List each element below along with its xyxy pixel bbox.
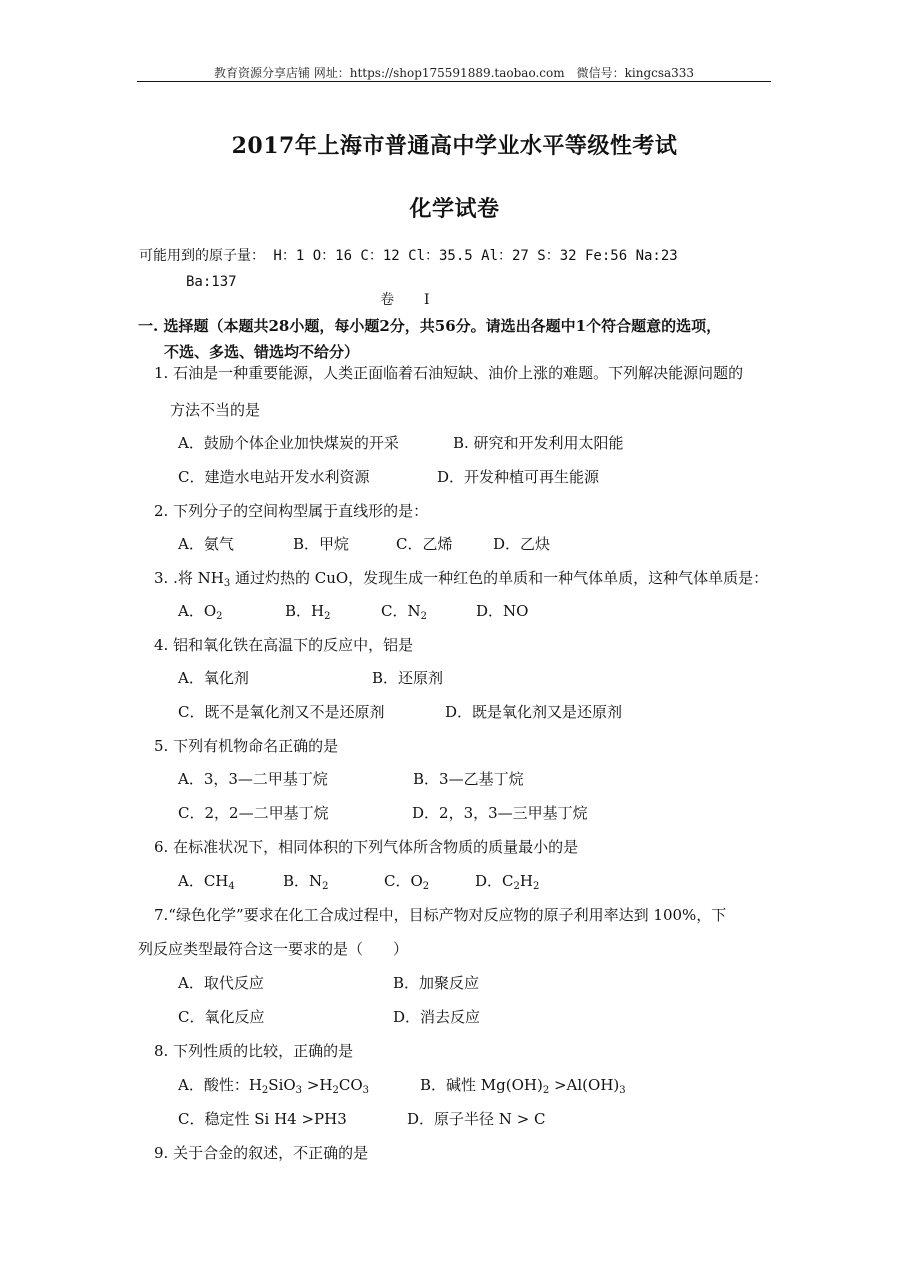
question-3-option-a: A．$O_2$ xyxy=(178,602,223,622)
question-8-stem: 8. 下列性质的比较，正确的是 xyxy=(154,1042,354,1060)
question-8-option-d: D．原子半径 N > C xyxy=(407,1110,546,1128)
question-8-option-a: A．酸性：$H_2SiO_3 >H_2CO_3$ xyxy=(178,1076,369,1096)
question-8-option-b: B．碱性 $Mg(OH)_2 >Al(OH)_3$ xyxy=(420,1076,626,1096)
exam-subtitle: 化学试卷 xyxy=(409,196,500,222)
header-rule xyxy=(137,81,771,82)
question-6-option-c: C．$O_2$ xyxy=(384,872,430,892)
question-6-option-a: A．$CH_4$ xyxy=(178,872,235,892)
question-1-option-d: D．开发种植可再生能源 xyxy=(437,468,600,486)
question-2-option-a: A．氨气 xyxy=(178,535,234,553)
question-2-option-c: C．乙烯 xyxy=(396,535,453,553)
question-6-option-b: B．$N_2$ xyxy=(283,872,329,892)
exam-title: 2017年上海市普通高中学业水平等级性考试 xyxy=(231,133,678,159)
question-2-stem: 2. 下列分子的空间构型属于直线形的是： xyxy=(154,502,429,520)
question-3-option-d: D．NO xyxy=(476,602,529,620)
question-4-option-a: A．氧化剂 xyxy=(178,669,249,687)
section-heading-line2: 不选、多选、错选均不给分） xyxy=(164,343,360,361)
question-7-stem-cont: 列反应类型最符合这一要求的是（ ） xyxy=(138,940,409,958)
question-1-stem-cont: 方法不当的是 xyxy=(170,401,261,419)
question-1-option-c: C．建造水电站开发水利资源 xyxy=(178,468,370,486)
question-5-stem: 5. 下列有机物命名正确的是 xyxy=(154,737,339,755)
question-2-option-b: B．甲烷 xyxy=(293,535,350,553)
page-header: 教育资源分享店铺 网址：https://shop175591889.taobao.com 微信号：kingcsa333 xyxy=(213,66,695,80)
question-4-option-d: D．既是氧化剂又是还原剂 xyxy=(445,703,623,721)
question-5-option-c: C．2，2—二甲基丁烷 xyxy=(178,804,329,822)
question-3-stem: 3. .将 $NH_3$ 通过灼热的 CuO，发现生成一种红色的单质和一种气体单质，这种气体单质是： xyxy=(154,569,769,589)
question-5-option-a: A．3，3—二甲基丁烷 xyxy=(178,770,328,788)
volume-label: 卷 xyxy=(380,292,394,308)
section-heading-line1: 一. 选择题（本题共28小题，每小题2分，共56分。请选出各题中1个符合题意的选项， xyxy=(138,317,722,335)
question-7-option-a: A．取代反应 xyxy=(178,974,264,992)
question-1-stem: 1. 石油是一种重要能源，人类正面临着石油短缺、油价上涨的难题。下列解决能源问题的 xyxy=(154,364,744,382)
question-1-option-b: B. 研究和开发利用太阳能 xyxy=(453,434,624,452)
question-1-option-a: A．鼓励个体企业加快煤炭的开采 xyxy=(178,434,399,452)
question-7-option-b: B．加聚反应 xyxy=(393,974,480,992)
question-8-option-c: C．稳定性 Si H4 >PH3 xyxy=(178,1110,347,1128)
question-2-option-d: D．乙炔 xyxy=(493,535,551,553)
question-6-option-d: D．$C_2H_2$ xyxy=(475,872,540,892)
question-3-option-c: C．$N_2$ xyxy=(381,602,427,622)
atomic-masses xyxy=(139,243,789,295)
volume-numeral: Ⅰ xyxy=(424,292,430,308)
question-4-option-b: B．还原剂 xyxy=(372,669,444,687)
question-5-option-d: D．2，3，3—三甲基丁烷 xyxy=(412,804,588,822)
question-4-option-c: C．既不是氧化剂又不是还原剂 xyxy=(178,703,385,721)
question-5-option-b: B．3—乙基丁烷 xyxy=(413,770,524,788)
question-7-option-d: D．消去反应 xyxy=(393,1008,481,1026)
question-7-stem: 7.“绿色化学”要求在化工合成过程中，目标产物对反应物的原子利用率达到 100%，下 xyxy=(154,906,727,924)
atomic-masses-line1: 可能用到的原子量： H：1 O：16 C：12 Cl：35.5 Al：27 S：32 Fe:56 Na:23 xyxy=(139,248,678,264)
volume-heading xyxy=(380,289,430,309)
question-9-stem: 9. 关于合金的叙述，不正确的是 xyxy=(154,1144,369,1162)
atomic-masses-line2: Ba:137 xyxy=(186,274,237,290)
question-3-option-b: B．$H_2$ xyxy=(285,602,331,622)
question-6-stem: 6. 在标准状况下，相同体积的下列气体所含物质的质量最小的是 xyxy=(154,838,579,856)
section-heading xyxy=(138,313,788,365)
question-7-option-c: C．氧化反应 xyxy=(178,1008,265,1026)
question-4-stem: 4. 铝和氧化铁在高温下的反应中，铝是 xyxy=(154,636,414,654)
